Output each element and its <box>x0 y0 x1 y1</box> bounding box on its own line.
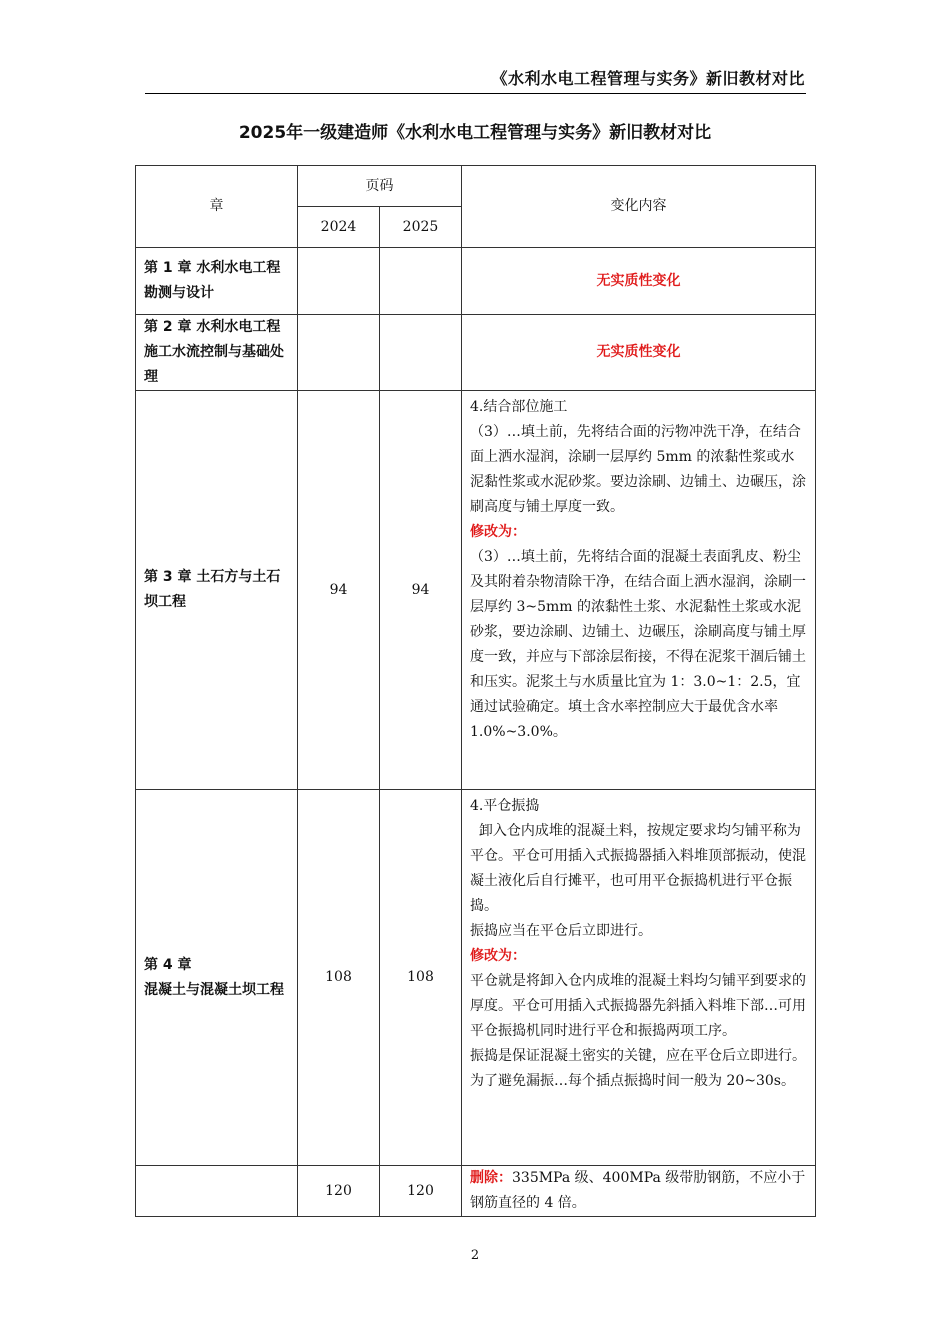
page-2024-cell: 94 <box>298 391 380 790</box>
page-2025-cell: 94 <box>380 391 462 790</box>
table-row <box>136 248 816 315</box>
table-row <box>136 1166 816 1217</box>
old-heading: 4.平仓振捣 <box>470 798 540 814</box>
page-2025-cell <box>380 315 462 391</box>
chapter-cell: 第 2 章 水利水电工程施工水流控制与基础处理 <box>136 315 298 391</box>
running-header: 《水利水电工程管理与实务》新旧教材对比 <box>491 69 805 88</box>
change-cell <box>462 1166 816 1217</box>
chapter-cell: 第 1 章 水利水电工程勘测与设计 <box>136 248 298 315</box>
table-row <box>136 391 816 790</box>
table-row <box>136 315 816 391</box>
new-text: 平仓就是将卸入仓内成堆的混凝土料均匀铺平到要求的厚度。平仓可用插入式振捣器先斜插入料堆下部…可用平仓振捣机同时进行平仓和振捣两项工序。 <box>470 973 806 1039</box>
old-text: （3）…填土前，先将结合面的污物冲洗干净，在结合面上洒水湿润，涂刷一层厚约 5mm 的浓黏性浆或水泥黏性浆或水泥砂浆。要边涂刷、边铺土、边碾压，涂刷高度与铺土厚度一致。 <box>470 424 806 515</box>
table-row <box>136 790 816 1166</box>
header-chapter: 章 <box>136 166 298 248</box>
modified-label: 修改为： <box>470 524 526 540</box>
change-cell: 无实质性变化 <box>462 248 816 315</box>
page-2024-cell <box>298 315 380 391</box>
page-number: 2 <box>470 1248 480 1263</box>
chapter-cell <box>136 790 298 1166</box>
page-2024-cell <box>298 248 380 315</box>
modified-label: 修改为： <box>470 948 526 964</box>
header-divider <box>145 93 806 94</box>
change-cell <box>462 391 816 790</box>
page-2025-cell: 120 <box>380 1166 462 1217</box>
page-title: 2025年一级建造师《水利水电工程管理与实务》新旧教材对比 <box>238 123 712 143</box>
old-heading: 4.结合部位施工 <box>470 399 568 415</box>
page-2025-cell: 108 <box>380 790 462 1166</box>
header-changes: 变化内容 <box>462 166 816 248</box>
new-text: （3）…填土前，先将结合面的混凝土表面乳皮、粉尘及其附着杂物清除干净，在结合面上洒水湿润，涂刷一层厚约 3~5mm 的浓黏性土浆、水泥黏性土浆或水泥砂浆，要边涂刷、边铺土、边碾压，涂刷高度与铺土厚度一致，并应与下部涂层衔接，不得在泥浆干涸后铺土和压实。泥浆土与水质量比宜为 1：3.0~1：2.5，宜通过试验确定。填土含水率控制应大于最优含水率 1.0%~3.0%。 <box>470 549 806 740</box>
chapter-number: 第 4 章 <box>144 956 192 973</box>
page-2024-cell: 120 <box>298 1166 380 1217</box>
old-text: 卸入仓内成堆的混凝土料，按规定要求均匀铺平称为平仓。平仓可用插入式振捣器插入料堆顶部振动，使混凝土液化后自行摊平，也可用平仓振捣机进行平仓振捣。 <box>470 823 806 914</box>
chapter-cell <box>136 1166 298 1217</box>
deleted-text: 335MPa 级、400MPa 级带肋钢筋，不应小于钢筋直径的 4 倍。 <box>470 1170 806 1211</box>
new-text: 振捣是保证混凝土密实的关键，应在平仓后立即进行。为了避免漏振…每个插点振捣时间一般为 20~30s。 <box>470 1048 806 1089</box>
header-pages: 页码 <box>298 166 462 207</box>
chapter-name: 混凝土与混凝土坝工程 <box>144 981 284 998</box>
old-text: 振捣应当在平仓后立即进行。 <box>470 923 652 939</box>
page-2025-cell <box>380 248 462 315</box>
change-cell: 无实质性变化 <box>462 315 816 391</box>
change-cell <box>462 790 816 1166</box>
header-2025: 2025 <box>380 207 462 248</box>
page-2024-cell: 108 <box>298 790 380 1166</box>
chapter-cell: 第 3 章 土石方与土石坝工程 <box>136 391 298 790</box>
header-2024: 2024 <box>298 207 380 248</box>
comparison-table <box>135 165 816 1217</box>
deleted-label: 删除： <box>470 1170 512 1186</box>
